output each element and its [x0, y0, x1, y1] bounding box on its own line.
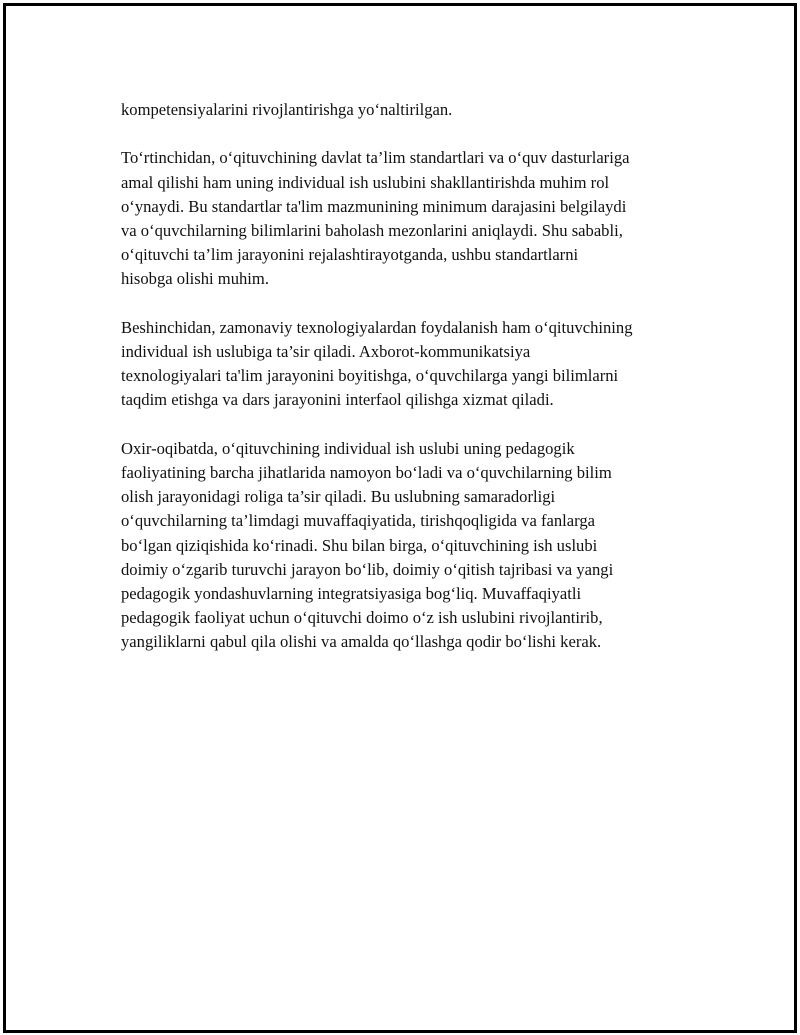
text-line: individual ish uslubiga ta’sir qiladi. Axborot-kommunikatsiya [121, 342, 531, 361]
text-line: o‘ynaydi. Bu standartlar ta'lim mazmunining minimum darajasini belgilaydi [121, 196, 627, 216]
text-line: amal qilishi ham uning individual ish uslubini shakllantirishda muhim rol [121, 172, 610, 192]
text-line: bo‘lgan qiziqishida ko‘rinadi. Shu bilan birga, o‘qituvchining ish uslubi [121, 535, 598, 555]
text-line: pedagogik yondashuvlarning integratsiyasiga bog‘liq. Muvaffaqiyatli [121, 584, 582, 604]
paragraph-3 [121, 316, 701, 413]
text-line: Oxir-oqibatda, o‘qituvchining individual ish uslubi uning pedagogik [121, 438, 575, 458]
text-line: taqdim etishga va dars jarayonini interfaol qilishga xizmat qiladi. [121, 390, 554, 410]
paragraph-4 [121, 437, 701, 655]
text-line: pedagogik faoliyat uchun o‘qituvchi doimo o‘z ish uslubini rivojlantirib, [121, 608, 603, 628]
text-line: hisobga olishi muhim. [121, 269, 269, 289]
text-line: yangiliklarni qabul qila olishi va amalda qo‘llashga qodir bo‘lishi kerak. [121, 632, 602, 652]
text-line: faoliyatining barcha jihatlarida namoyon bo‘ladi va o‘quvchilarning bilim [121, 463, 612, 482]
text-line: olish jarayonidagi roliga ta’sir qiladi. Bu uslubning samaradorligi [121, 487, 556, 507]
paragraph-1 [121, 98, 701, 122]
text-line: Beshinchidan, zamonaviy texnologiyalardan foydalanish ham o‘qituvchining [121, 317, 633, 337]
paragraph-2 [121, 146, 701, 291]
text-line: o‘quvchilarning ta’limdagi muvaffaqiyatida, tirishqoqligida va fanlarga [121, 511, 596, 531]
document-body [121, 98, 701, 679]
text-line: To‘rtinchidan, o‘qituvchining davlat ta’lim standartlari va o‘quv dasturlariga [121, 148, 630, 168]
text-line: doimiy o‘zgarib turuvchi jarayon bo‘lib, doimiy o‘qitish tajribasi va yangi [121, 559, 614, 579]
text-line: texnologiyalari ta'lim jarayonini boyitishga, o‘quvchilarga yangi bilimlarni [121, 366, 619, 386]
document-page [3, 3, 797, 1033]
text-line: va o‘quvchilarning bilimlarini baholash mezonlarini aniqlaydi. Shu sababli, [121, 221, 623, 240]
text-line: kompetensiyalarini rivojlantirishga yo‘naltirilgan. [121, 100, 453, 119]
text-line: o‘qituvchi ta’lim jarayonini rejalashtirayotganda, ushbu standartlarni [121, 245, 579, 265]
